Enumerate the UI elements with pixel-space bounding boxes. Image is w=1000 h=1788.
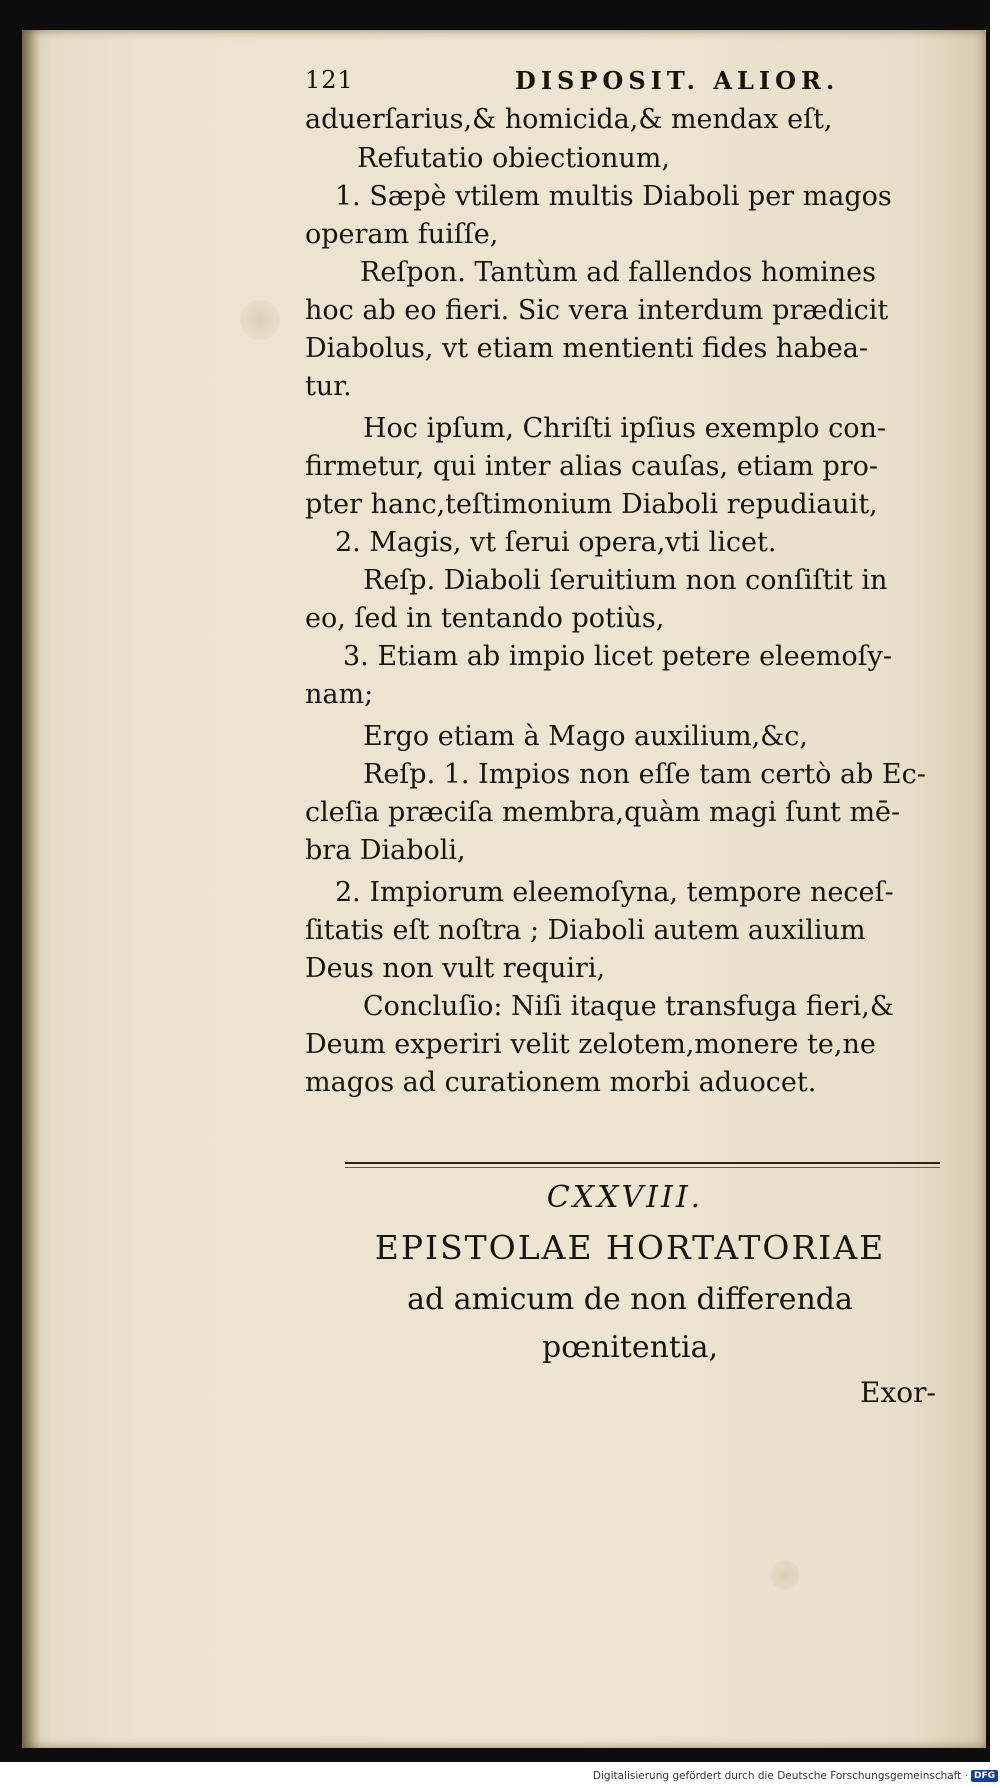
text-line: 1. Sæpè vtilem multis Diaboli per magos (335, 181, 892, 212)
text-line: Deus non vult requiri, (305, 953, 606, 984)
section-divider-thin (345, 1167, 940, 1168)
section-subtitle: pœnitentia, (542, 1330, 718, 1365)
text-line: eo, ſed in tentando potiùs, (305, 603, 665, 634)
paper-stain (770, 1560, 800, 1590)
page-number: 121 (305, 66, 354, 94)
text-line: operam fuiſſe, (305, 219, 499, 250)
text-line: Deum experiri velit zelotem,monere te,ne (305, 1029, 876, 1060)
text-line: Refutatio obiectionum, (357, 143, 670, 174)
running-header (305, 66, 945, 100)
funding-text: Digitalisierung gefördert durch die Deutsche Forschungsgemeinschaft · (592, 1770, 968, 1782)
section-subtitle: ad amicum de non differenda (407, 1282, 853, 1317)
text-line: 2. Magis, vt ſerui opera,vti licet. (335, 527, 777, 558)
text-line: Hoc ipſum, Chriſti ipſius exemplo con- (363, 413, 887, 444)
section-number: CXXVIII. (546, 1180, 704, 1215)
text-line: ſitatis eſt noſtra ; Diaboli autem auxilium (305, 915, 866, 946)
body-text (305, 100, 965, 1102)
text-line: Ergo etiam à Mago auxilium,&c, (363, 721, 808, 752)
funding-footer (593, 1766, 998, 1786)
text-line: bra Diaboli, (305, 835, 466, 866)
text-line: cleſia præciſa membra,quàm magi ſunt mē- (305, 797, 901, 828)
text-line: Diabolus, vt etiam mentienti fides habea- (305, 333, 868, 364)
text-line: pter hanc,teſtimonium Diaboli repudiauit, (305, 489, 878, 520)
text-line: Reſpon. Tantùm ad fallendos homines (360, 257, 876, 288)
text-line: hoc ab eo fieri. Sic vera interdum prædicit (305, 295, 889, 326)
text-line: Reſp. Diaboli ſeruitium non conſiſtit in (363, 565, 888, 596)
dfg-logo-icon: DFG (971, 1770, 998, 1782)
text-line: Reſp. 1. Impios non eſſe tam certò ab Ec- (363, 759, 926, 790)
gutter-shadow (22, 30, 40, 1748)
paper-stain (240, 300, 280, 340)
text-line: aduerſarius,& homicida,& mendax eſt, (305, 104, 833, 135)
catchword: Exor- (860, 1376, 936, 1409)
running-title: DISPOSIT. ALIOR. (515, 66, 840, 95)
text-line: tur. (305, 371, 352, 402)
text-line: Concluſio: Niſi itaque transfuga fieri,& (363, 991, 894, 1022)
section-title: EPISTOLAE HORTATORIAE (374, 1228, 886, 1267)
section-divider (345, 1162, 940, 1164)
text-line: 2. Impiorum eleemoſyna, tempore neceſ- (335, 877, 894, 908)
text-line: firmetur, qui inter alias cauſas, etiam pro- (305, 451, 879, 482)
text-line: 3. Etiam ab impio licet petere eleemoſy- (343, 641, 892, 672)
text-line: nam; (305, 679, 374, 710)
text-line: magos ad curationem morbi aduocet. (305, 1067, 817, 1098)
